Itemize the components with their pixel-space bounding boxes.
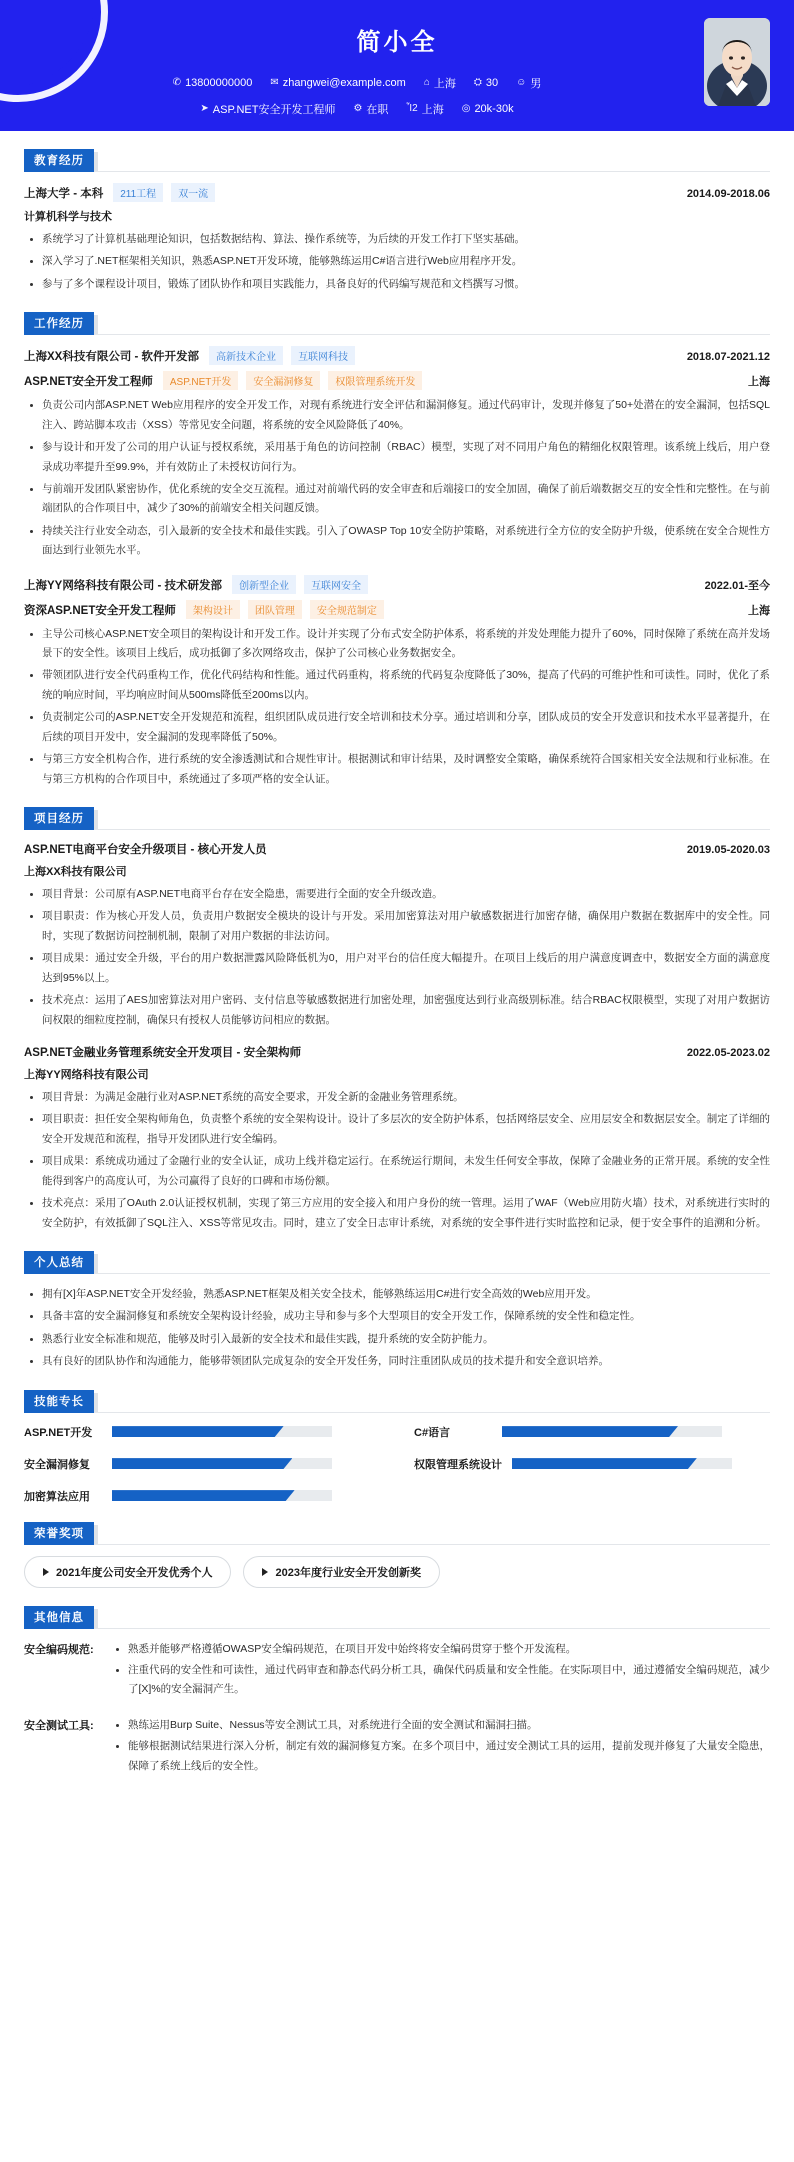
skill-row <box>414 1456 770 1472</box>
project-list <box>24 841 770 1233</box>
entry-heading-left <box>24 183 223 202</box>
section-other <box>24 1606 770 1779</box>
project-entry <box>24 841 770 1030</box>
skill-row <box>24 1424 380 1440</box>
bullet-item: 熟练运用Burp Suite、Nessus等安全测试工具，对系统进行全面的安全测试和漏洞扫描。 <box>112 1716 770 1735</box>
entry-heading-row <box>24 183 770 202</box>
section-title-summary: 个人总结 <box>24 1251 94 1274</box>
section-work <box>24 312 770 789</box>
other-info-block <box>24 1640 770 1702</box>
bullet-item: 系统学习了计算机基础理论知识，包括数据结构、算法、操作系统等，为后续的开发工作打下坚实基础。 <box>26 230 770 249</box>
tag-chip: 架构设计 <box>186 600 240 619</box>
skill-label: 加密算法应用 <box>24 1490 90 1503</box>
role-row <box>24 600 770 619</box>
bullet-item: 与第三方安全机构合作，进行系统的安全渗透测试和合规性审计。根据测试和审计结果，及时调整安全策略，确保系统符合国家相关安全法规和行业标准。在与第三方机构的合作项目中，系统通过了多项严格的安全认证。 <box>26 750 770 789</box>
section-divider <box>24 829 770 830</box>
honor-text: 2021年度公司安全开发优秀个人 <box>56 1566 213 1579</box>
role-row <box>24 371 770 390</box>
skill-row <box>24 1488 380 1504</box>
contact-row-secondary <box>0 101 794 117</box>
page-title: 简小全 <box>356 29 438 56</box>
skill-row <box>24 1456 380 1472</box>
other-info-label: 安全编码规范: <box>24 1643 94 1656</box>
summary-bullet: 具备丰富的安全漏洞修复和系统安全架构设计经验，成功主导和参与多个大型项目的安全开发工作，保障系统的安全性和稳定性。 <box>26 1307 770 1326</box>
role-left <box>24 600 392 619</box>
contact-item <box>516 75 541 91</box>
bullet-item: 项目职责：担任安全架构师角色，负责整个系统的安全架构设计。设计了多层次的安全防护体系，包括网络层安全、应用层安全和数据层安全。制定了详细的安全开发规范和流程，指导开发团队进行安全编码。 <box>26 1110 770 1149</box>
other-info-label: 安全测试工具: <box>24 1719 94 1732</box>
contact-item <box>270 77 405 89</box>
project-company: 上海XX科技有限公司 <box>24 866 127 879</box>
section-header-projects <box>24 807 770 829</box>
section-title-honors: 荣誉奖项 <box>24 1522 94 1545</box>
bullet-item: 带领团队进行安全代码重构工作，优化代码结构和性能。通过代码重构，将系统的代码复杂度降低了30%，提高了代码的可维护性和可读性。同时，优化了系统的响应时间，平均响应时间从500ms降低至200ms以内。 <box>26 666 770 705</box>
bullet-item: 深入学习了.NET框架相关知识，熟悉ASP.NET开发环境，能够熟练运用C#语言进行Web应用程序开发。 <box>26 252 770 271</box>
contact-item <box>462 103 514 115</box>
avatar-portrait-icon <box>704 18 770 106</box>
tag-chip: ASP.NET开发 <box>163 371 239 390</box>
job-title: ASP.NET安全开发工程师 <box>24 376 153 389</box>
summary-bullet: 拥有[X]年ASP.NET安全开发经验，熟悉ASP.NET框架及相关安全技术，能够熟练运用C#进行安全高效的Web应用开发。 <box>26 1285 770 1304</box>
work.1.bullets <box>26 625 770 789</box>
tag-chip: 互联网科技 <box>291 346 355 365</box>
contact-item <box>200 101 335 117</box>
project-heading-row <box>24 1044 770 1060</box>
contact-text: zhangwei@example.com <box>282 77 406 89</box>
contact-text: 男 <box>530 78 542 90</box>
section-header-education <box>24 149 770 171</box>
bullet-item: 技术亮点：运用了AES加密算法对用户密码、支付信息等敏感数据进行加密处理，加密强度达到行业高级别标准。结合RBAC权限模型，实现了对用户数据访问权限的细粒度控制，确保只有授权人员能够访问相应的数据。 <box>26 991 770 1030</box>
tag-chip: 权限管理系统开发 <box>328 371 422 390</box>
section-title-education: 教育经历 <box>24 149 94 172</box>
company-name: 上海YY网络科技有限公司 - 技术研发部 <box>24 579 223 592</box>
role-left <box>24 371 430 390</box>
skill-progress-fill <box>112 1426 284 1437</box>
bullet-item: 主导公司核心ASP.NET安全项目的架构设计和开发工作。设计并实现了分布式安全防护体系，将系统的并发处理能力提升了60%，同时保障了系统在高并发场景下的安全性。该项目上线后，成功抵御了多次网络攻击，保护了公司核心业务数据安全。 <box>26 625 770 664</box>
tag-chip: 高新技术企业 <box>209 346 283 365</box>
skill-progress-track <box>112 1458 332 1469</box>
other-info-list <box>24 1640 770 1779</box>
bullet-item: 能够根据测试结果进行深入分析，制定有效的漏洞修复方案。在多个项目中，通过安全测试工具的运用，提前发现并修复了大量安全隐患，保障了系统上线后的安全性。 <box>112 1737 770 1776</box>
contact-text: 30 <box>485 77 499 89</box>
section-header-work <box>24 312 770 334</box>
tag-chip: 双一流 <box>171 183 215 202</box>
summary-bullet: 熟悉行业安全标准和规范，能够及时引入最新的安全技术和最佳实践，提升系统的安全防护能力。 <box>26 1330 770 1349</box>
bullet-item: 项目背景：为满足金融行业对ASP.NET系统的高安全要求，开发全新的金融业务管理系统。 <box>26 1088 770 1107</box>
contact-text: ASP.NET安全开发工程师 <box>212 104 336 116</box>
bullet-item: 负责公司内部ASP.NET Web应用程序的安全开发工作，对现有系统进行安全评估和漏洞修复。通过代码审计，发现并修复了50+处潜在的安全漏洞，包括SQL注入、跨站脚本攻击（XSS）等常见安全问题，将系统的安全风险降低了40%。 <box>26 396 770 435</box>
paper-plane-icon: ➤ <box>200 103 209 114</box>
other.1.bullets <box>112 1716 770 1776</box>
skill-progress-fill <box>112 1490 295 1501</box>
section-divider <box>24 1412 770 1413</box>
contact-item <box>353 101 388 117</box>
skill-progress-fill <box>512 1458 697 1469</box>
contact-item <box>406 101 443 117</box>
bullet-item: 注重代码的安全性和可读性，通过代码审查和静态代码分析工具，确保代码质量和安全性能。在实际项目中，通过遵循安全编码规范，减少了[X]%的安全漏洞产生。 <box>112 1661 770 1700</box>
building-icon: Ἶ2 <box>406 103 418 114</box>
work-date: 2022.01-至今 <box>704 579 770 592</box>
work-list <box>24 346 770 789</box>
contact-text: 20k-30k <box>474 103 514 115</box>
resume-body <box>0 149 794 1822</box>
company-row <box>24 346 770 365</box>
section-divider <box>24 1273 770 1274</box>
bullet-item: 项目职责：作为核心开发人员，负责用户数据安全模块的设计与开发。采用加密算法对用户敏感数据进行加密存储，确保用户数据在数据库中的安全性。同时，实现了数据访问控制机制，限制了对用户数据的非法访问。 <box>26 907 770 946</box>
gender-icon: ☺ <box>516 77 527 88</box>
project-name: ASP.NET电商平台安全升级项目 - 核心开发人员 <box>24 844 267 857</box>
work.0.bullets <box>26 396 770 560</box>
job-title: 资深ASP.NET安全开发工程师 <box>24 604 176 617</box>
section-projects <box>24 807 770 1233</box>
skill-row <box>414 1424 770 1440</box>
contact-text: 上海 <box>421 104 444 116</box>
work-date: 2018.07-2021.12 <box>686 351 770 364</box>
section-skills <box>24 1390 770 1504</box>
skill-label: 安全漏洞修复 <box>24 1458 90 1471</box>
project-company: 上海YY网络科技有限公司 <box>24 1068 149 1081</box>
skill-label: 权限管理系统设计 <box>414 1458 502 1471</box>
section-honors <box>24 1522 770 1588</box>
projects.1.bullets <box>26 1088 770 1233</box>
tag-chip: 团队管理 <box>248 600 302 619</box>
status-icon: ⚙ <box>353 103 363 114</box>
other-info-body <box>110 1716 770 1778</box>
section-title-work: 工作经历 <box>24 312 94 335</box>
contact-text: 13800000000 <box>185 77 253 89</box>
bullet-item: 负责制定公司的ASP.NET安全开发规范和流程，组织团队成员进行安全培训和技术分享。通过培训和分享，团队成员的安全开发意识和技术水平显著提升，在后续的项目开发中，安全漏洞的发现率降低了50%。 <box>26 708 770 747</box>
play-triangle-icon <box>262 1568 268 1576</box>
projects.0.bullets <box>26 885 770 1030</box>
section-divider <box>24 334 770 335</box>
summary-bullet-list <box>26 1285 770 1372</box>
summary-bullet: 具有良好的团队协作和沟通能力，能够带领团队完成复杂的安全开发任务，同时注重团队成员的技术提升和安全意识培养。 <box>26 1352 770 1371</box>
section-title-projects: 项目经历 <box>24 807 94 830</box>
tag-chip: 互联网安全 <box>304 575 368 594</box>
bullet-item: 持续关注行业安全动态，引入最新的安全技术和最佳实践。引入了OWASP Top 10安全防护策略，对系统进行全方位的安全防护升级，使系统在安全合规性方面达到行业领先水平。 <box>26 522 770 561</box>
bullet-item: 技术亮点：采用了OAuth 2.0认证授权机制，实现了第三方应用的安全接入和用户身份的统一管理。运用了WAF（Web应用防火墙）技术，对系统进行实时的安全防护，有效抵御了SQL注入、XSS等常见攻击。同时，建立了安全日志审计系统，对系统的安全事件进行实时监控和记录，便于安全事件的追溯和分析。 <box>26 1194 770 1233</box>
skill-progress-fill <box>502 1426 678 1437</box>
contact-item <box>173 77 253 89</box>
skill-progress-fill <box>112 1458 292 1469</box>
tag-chip: 安全漏洞修复 <box>246 371 320 390</box>
bullet-item: 项目成果：通过安全升级，平台的用户数据泄露风险降低机为0，用户对平台的信任度大幅提升。在项目上线后的用户满意度调查中，数据安全方面的满意度达到95%以上。 <box>26 949 770 988</box>
bullet-item: 项目背景：公司原有ASP.NET电商平台存在安全隐患，需要进行全面的安全升级改造。 <box>26 885 770 904</box>
bullet-item: 项目成果：系统成功通过了金融行业的安全认证，成功上线并稳定运行。在系统运行期间，未发生任何安全事故，保障了金融业务的正常开展。系统的安全性能得到客户的高度认可，为公司赢得了良好的口碑和市场份额。 <box>26 1152 770 1191</box>
honor-pill[interactable] <box>243 1556 439 1588</box>
education-list <box>24 183 770 294</box>
work-entry <box>24 575 770 789</box>
mail-icon: ✉ <box>270 77 279 88</box>
contact-item <box>474 77 498 89</box>
other-info-body <box>110 1640 770 1702</box>
bullet-item: 参与了多个课程设计项目，锻炼了团队协作和项目实践能力，具备良好的代码编写规范和文档撰写习惯。 <box>26 275 770 294</box>
bullet-item: 参与设计和开发了公司的用户认证与授权系统，采用基于角色的访问控制（RBAC）模型，实现了对不同用户角色的精细化权限管理。该系统上线后，用户登录成功率提升至99.9%，并有效防止了未授权访问行为。 <box>26 438 770 477</box>
school-name: 上海大学 - 本科 <box>24 188 104 200</box>
skill-label: ASP.NET开发 <box>24 1426 93 1439</box>
resume-header <box>0 0 794 131</box>
section-divider <box>24 1628 770 1629</box>
project-date: 2019.05-2020.03 <box>686 844 770 857</box>
company-row <box>24 575 770 594</box>
company-left <box>24 346 363 365</box>
work-location: 上海 <box>748 604 770 617</box>
project-heading-row <box>24 841 770 857</box>
company-left <box>24 575 376 594</box>
skill-label: C#语言 <box>414 1426 451 1439</box>
honors-list <box>24 1556 770 1588</box>
project-entry <box>24 1044 770 1233</box>
skill-progress-track <box>502 1426 722 1437</box>
other-info-block <box>24 1716 770 1778</box>
section-header-skills <box>24 1390 770 1412</box>
section-education <box>24 149 770 294</box>
skill-progress-track <box>512 1458 732 1469</box>
home-icon: ⌂ <box>423 77 430 88</box>
cake-icon: ⛭ <box>473 77 482 88</box>
section-title-other: 其他信息 <box>24 1606 94 1629</box>
skill-progress-track <box>112 1490 332 1501</box>
work-entry <box>24 346 770 560</box>
work-location: 上海 <box>748 376 770 389</box>
section-summary <box>24 1251 770 1372</box>
section-header-honors <box>24 1522 770 1544</box>
education.0.bullets <box>26 230 770 294</box>
contact-text: 上海 <box>433 78 456 90</box>
avatar <box>704 18 770 106</box>
section-divider <box>24 1544 770 1545</box>
section-divider <box>24 171 770 172</box>
section-header-other <box>24 1606 770 1628</box>
education-date: 2014.09-2018.06 <box>686 188 770 200</box>
company-name: 上海XX科技有限公司 - 软件开发部 <box>24 351 200 364</box>
section-title-skills: 技能专长 <box>24 1390 94 1413</box>
skills-grid <box>24 1424 770 1504</box>
education-entry <box>24 183 770 294</box>
project-name: ASP.NET金融业务管理系统安全开发项目 - 安全架构师 <box>24 1046 302 1059</box>
honor-text: 2023年度行业安全开发创新奖 <box>275 1566 421 1579</box>
honor-pill[interactable] <box>24 1556 231 1588</box>
major-name: 计算机科学与技术 <box>24 211 112 223</box>
tag-chip: 创新型企业 <box>232 575 296 594</box>
tag-chip: 211工程 <box>113 183 163 202</box>
tag-chip: 安全规范制定 <box>310 600 384 619</box>
phone-icon: ✆ <box>172 77 182 88</box>
play-triangle-icon <box>43 1568 49 1576</box>
skill-progress-track <box>112 1426 332 1437</box>
contact-text: 在职 <box>366 104 389 116</box>
section-header-summary <box>24 1251 770 1273</box>
contact-item <box>424 75 456 91</box>
project-heading-left <box>24 1044 311 1060</box>
project-heading-left <box>24 841 277 857</box>
bullet-item: 熟悉并能够严格遵循OWASP安全编码规范，在项目开发中始终将安全编码贯穿于整个开发流程。 <box>112 1640 770 1659</box>
salary-icon: ◎ <box>461 103 471 114</box>
contact-row-primary <box>0 75 794 91</box>
bullet-item: 与前端开发团队紧密协作，优化系统的安全交互流程。通过对前端代码的安全审查和后端接口的安全加固，确保了前后端数据交互的安全性和完整性。在与前端团队的合作项目中，减少了30%的前端安全相关问题反馈。 <box>26 480 770 519</box>
other.0.bullets <box>112 1640 770 1700</box>
project-date: 2022.05-2023.02 <box>686 1046 770 1059</box>
